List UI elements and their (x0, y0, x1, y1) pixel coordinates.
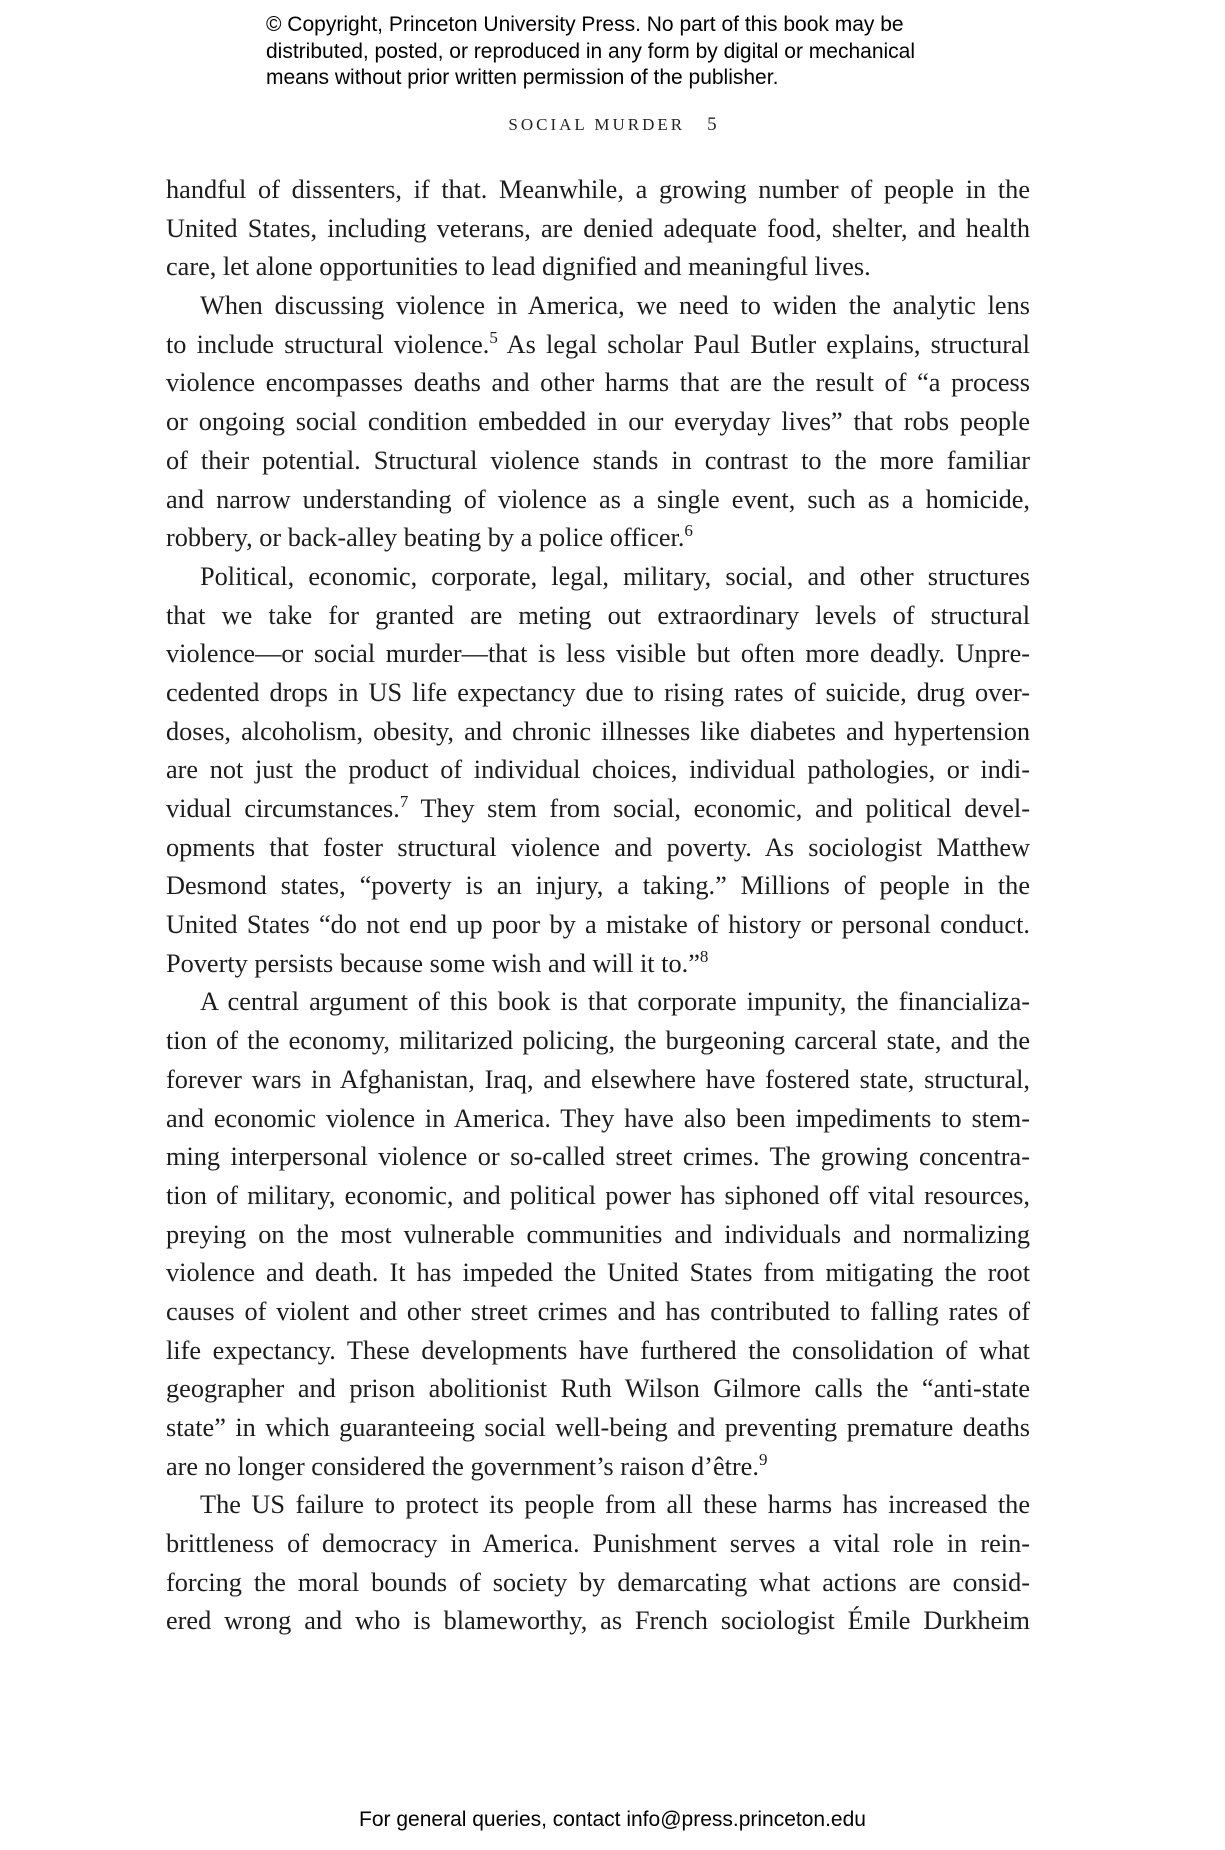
text-line: Desmond states, “poverty is an injury, a taking.” Millions of people in the (166, 871, 1030, 901)
text-line: A central argument of this book is that corporate impunity, the financializa- (200, 987, 1030, 1017)
text-line: tion of military, economic, and political power has siphoned off vital resources, (166, 1180, 1030, 1210)
copyright-line: means without prior written permission of the publisher. (266, 66, 779, 89)
footnote-ref[interactable]: 5 (489, 327, 498, 347)
text-line: violence encompasses deaths and other harms that are the result of “a process (166, 368, 1030, 398)
text-line: tion of the economy, militarized policing, the burgeoning carceral state, and the (166, 1026, 1030, 1056)
text-line: cedented drops in US life expectancy due to rising rates of suicide, drug over- (166, 677, 1030, 707)
paragraph (166, 171, 1030, 287)
footnote-ref[interactable]: 9 (758, 1449, 768, 1469)
page-number: 5 (707, 114, 717, 135)
footnote-ref[interactable]: 6 (684, 521, 693, 541)
footnote-ref[interactable]: 7 (399, 792, 409, 811)
text-line: geographer and prison abolitionist Ruth Wilson Gilmore calls the “anti-state (166, 1374, 1030, 1404)
text-line (166, 519, 1030, 558)
text-line: The US failure to protect its people from all these harms has increased the (200, 1490, 1030, 1520)
text-line: forcing the moral bounds of society by demarcating what actions are consid- (166, 1567, 1030, 1597)
running-head (0, 114, 1225, 136)
body-text (166, 171, 1030, 1641)
text-line: forever wars in Afghanistan, Iraq, and elsewhere have fostered state, structural, (166, 1064, 1030, 1094)
text-line: handful of dissenters, if that. Meanwhile, a growing number of people in the (166, 175, 1030, 204)
text-line: violence and death. It has impeded the United States from mitigating the root (166, 1258, 1030, 1288)
paragraph (166, 558, 1030, 984)
footnote-ref[interactable]: 8 (699, 946, 709, 966)
text-line (166, 1448, 1030, 1487)
text-line: and narrow understanding of violence as a single event, such as a homicide, (166, 484, 1030, 514)
text-line: preying on the most vulnerable communities and individuals and normalizing (166, 1219, 1030, 1249)
text-line: ered wrong and who is blameworthy, as French sociologist Émile Durkheim (166, 1606, 1030, 1636)
copyright-line: distributed, posted, or reproduced in any form by digital or mechanical (266, 39, 916, 63)
text-line: When discussing violence in America, we need to widen the analytic lens (200, 291, 1030, 321)
text-line (166, 326, 1030, 365)
text-span: Poverty persists because some wish and will it to.” (166, 948, 700, 978)
text-line: United States, including veterans, are denied adequate food, shelter, and health (166, 213, 1030, 243)
text-line: ming interpersonal violence or so-called street crimes. The growing concentra- (166, 1142, 1030, 1172)
text-line: Political, economic, corporate, legal, military, social, and other structures (200, 561, 1030, 591)
text-line: or ongoing social condition embedded in our everyday lives” that robs people (166, 407, 1030, 437)
text-line: brittleness of democracy in America. Punishment serves a vital role in rein- (166, 1529, 1030, 1559)
text-line: are not just the product of individual choices, individual pathologies, or indi- (166, 755, 1030, 785)
text-span: robbery, or back-alley beating by a police officer. (166, 523, 685, 553)
text-line: doses, alcoholism, obesity, and chronic illnesses like diabetes and hypertension (166, 716, 1030, 746)
text-line: of their potential. Structural violence stands in contrast to the more familiar (166, 445, 1030, 475)
copyright-notice (266, 12, 1026, 92)
paragraph (166, 983, 1030, 1486)
text-line: violence—or social murder—that is less visible but often more deadly. Unpre- (166, 639, 1030, 669)
text-span: They stem from social, economic, and political devel- (408, 794, 1030, 823)
copyright-line: © Copyright, Princeton University Press. No part of this book may be (266, 13, 904, 36)
text-line: life expectancy. These developments have furthered the consolidation of what (166, 1335, 1030, 1365)
running-head-title: SOCIAL MURDER (508, 115, 686, 134)
text-line: opments that foster structural violence and poverty. As sociologist Matthew (166, 832, 1030, 862)
text-span: are no longer considered the government’s raison d’être. (166, 1451, 759, 1481)
paragraph (166, 1486, 1030, 1641)
text-line: United States “do not end up poor by a mistake of history or personal conduct. (166, 910, 1030, 940)
text-line: state” in which guaranteeing social well-being and preventing premature deaths (166, 1413, 1030, 1442)
text-span: As legal scholar Paul Butler explains, structural (497, 329, 1030, 359)
paragraph (166, 287, 1030, 558)
text-line (166, 790, 1030, 829)
text-line: care, let alone opportunities to lead dignified and meaningful lives. (166, 252, 871, 282)
text-line: and economic violence in America. They have also been impediments to stem- (166, 1103, 1030, 1133)
footer-contact: For general queries, contact info@press.princeton.edu (359, 1808, 866, 1831)
text-span: to include structural violence. (166, 329, 490, 359)
text-line: causes of violent and other street crimes and has contributed to falling rates of (166, 1296, 1030, 1326)
text-line (166, 945, 1030, 984)
text-line: that we take for granted are meting out extraordinary levels of structural (166, 600, 1030, 630)
text-span: vidual circumstances. (166, 794, 400, 823)
